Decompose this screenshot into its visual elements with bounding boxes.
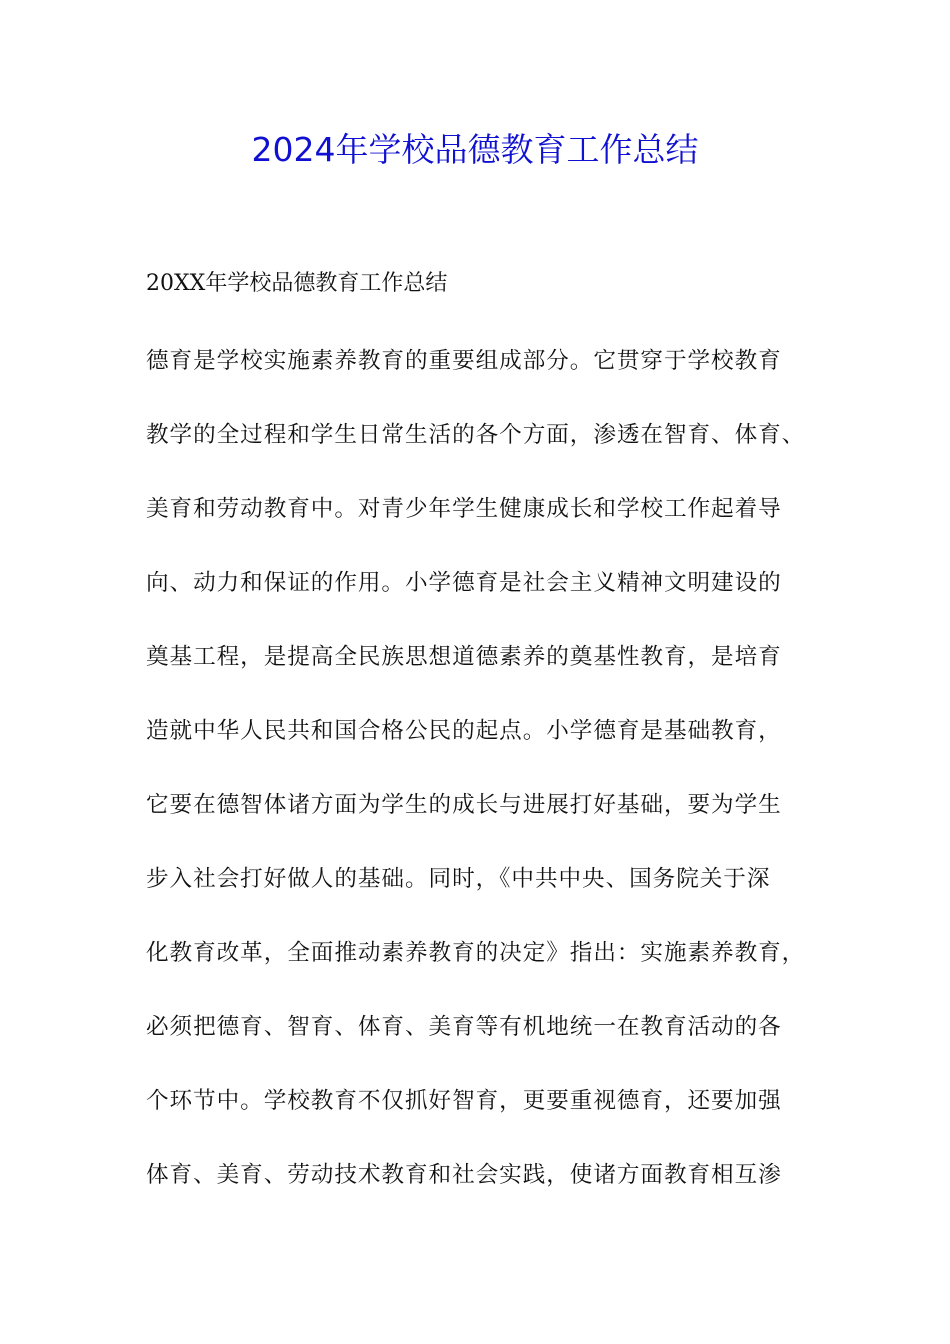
body-line: 必须把德育、智育、体育、美育等有机地统一在教育活动的各 [146, 1014, 782, 1040]
document-title: 2024年学校品德教育工作总结 [251, 130, 699, 169]
body-line: 个环节中。学校教育不仅抓好智育，更要重视德育，还要加强 [146, 1088, 782, 1114]
body-line: 化教育改革，全面推动素养教育的决定》指出：实施素养教育， [146, 940, 806, 966]
body-line: 奠基工程，是提高全民族思想道德素养的奠基性教育，是培育 [146, 644, 782, 670]
body-line: 向、动力和保证的作用。小学德育是社会主义精神文明建设的 [146, 570, 782, 596]
body-line: 体育、美育、劳动技术教育和社会实践，使诸方面教育相互渗 [146, 1162, 782, 1188]
body-line: 步入社会打好做人的基础。同时，《中共中央、国务院关于深 [146, 866, 771, 892]
body-line: 德育是学校实施素养教育的重要组成部分。它贯穿于学校教育 [146, 348, 782, 374]
body-text [146, 343, 826, 1231]
body-line: 它要在德智体诸方面为学生的成长与进展打好基础，要为学生 [146, 792, 782, 818]
body-line: 教学的全过程和学生日常生活的各个方面，渗透在智育、体育、 [146, 422, 806, 448]
body-line: 造就中华人民共和国合格公民的起点。小学德育是基础教育， [146, 718, 782, 744]
body-line: 美育和劳动教育中。对青少年学生健康成长和学校工作起着导 [146, 496, 782, 522]
document-subtitle: 20XX年学校品德教育工作总结 [146, 271, 448, 296]
